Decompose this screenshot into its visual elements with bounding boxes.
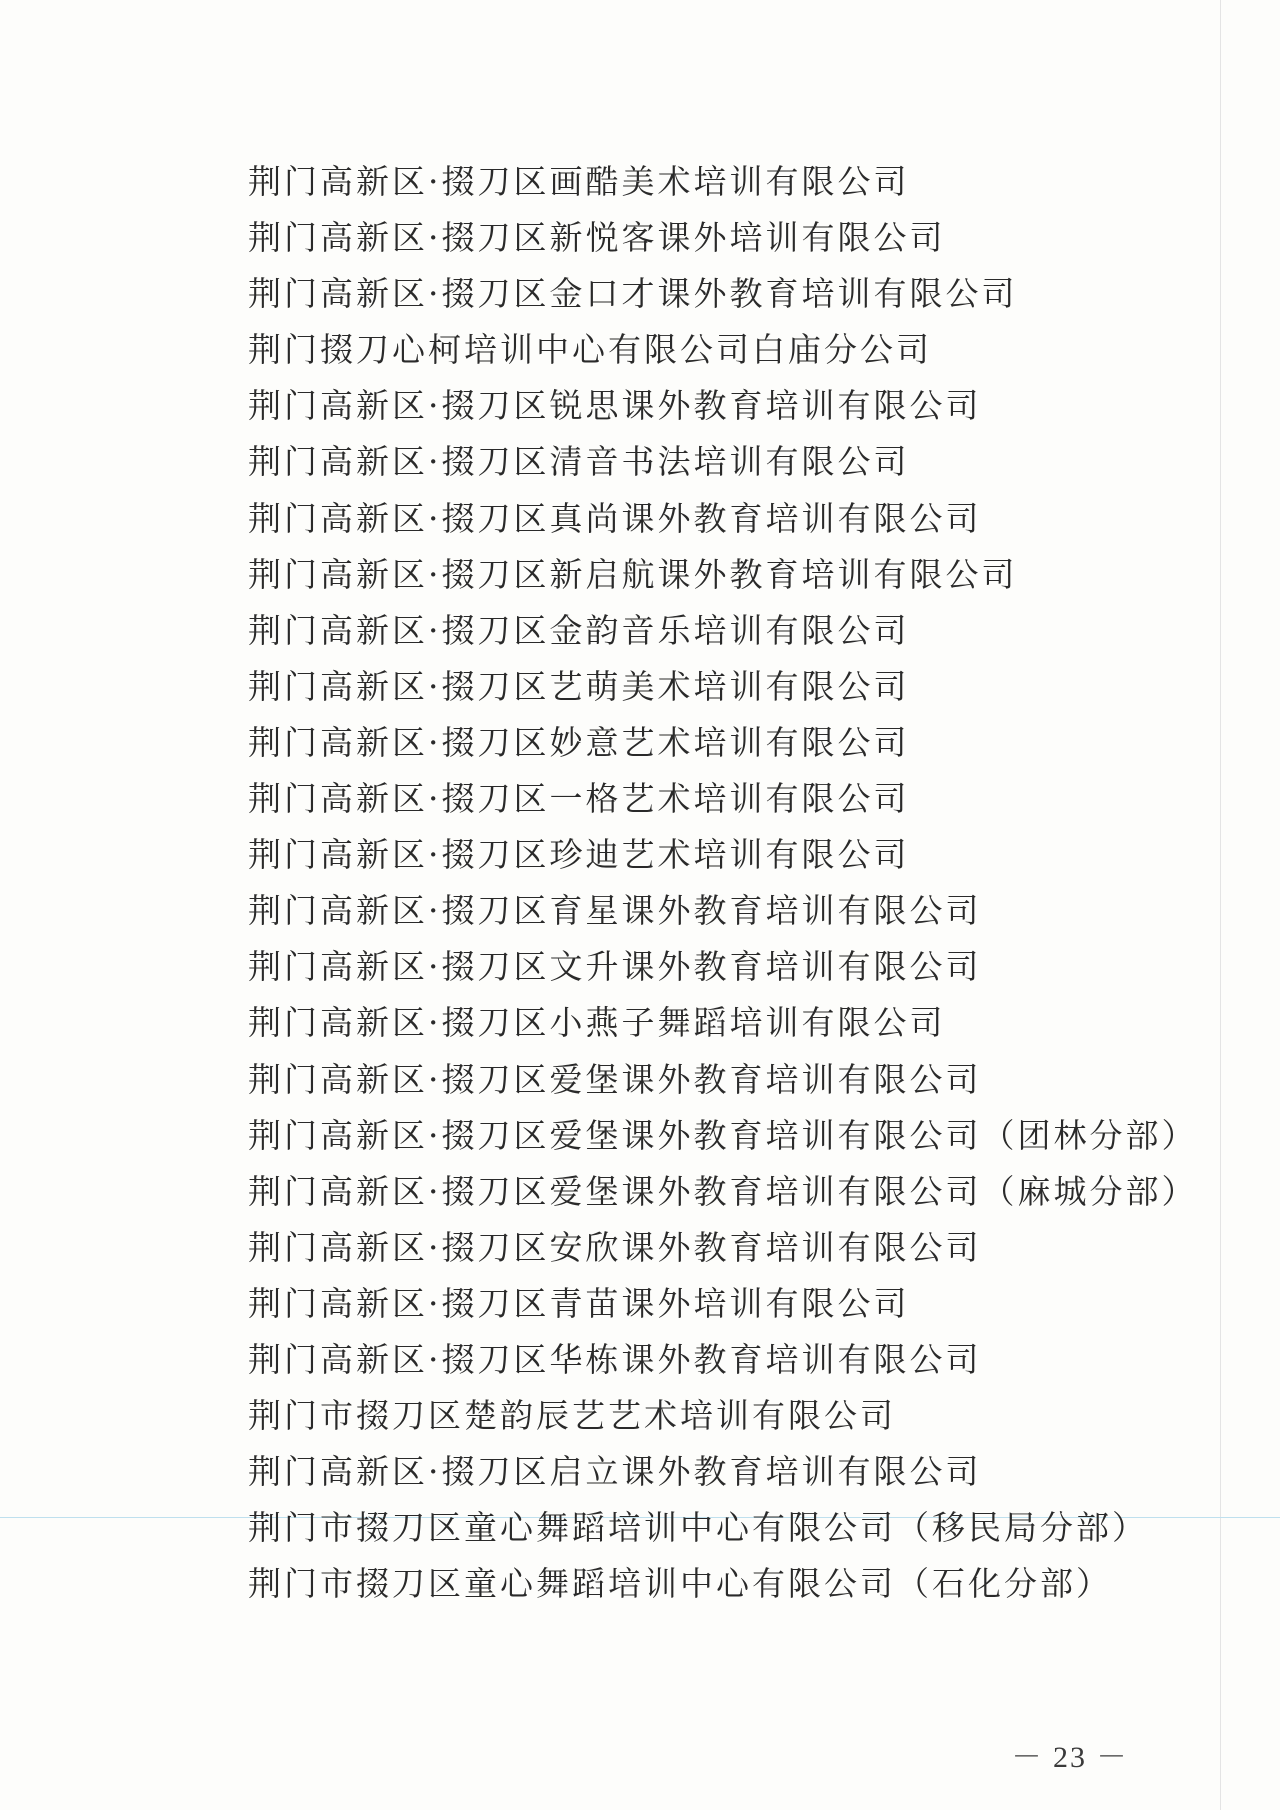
list-item: 荆门高新区·掇刀区文升课外教育培训有限公司 xyxy=(248,947,982,987)
list-item: 荆门高新区·掇刀区青苗课外培训有限公司 xyxy=(248,1283,910,1323)
list-item: 荆门高新区·掇刀区锐思课外教育培训有限公司 xyxy=(248,386,982,426)
list-item: 荆门市掇刀区童心舞蹈培训中心有限公司（石化分部） xyxy=(248,1564,1112,1604)
scan-edge-line xyxy=(1220,0,1221,1810)
list-item: 荆门高新区·掇刀区艺萌美术培训有限公司 xyxy=(248,666,910,706)
list-item: 荆门高新区·掇刀区新启航课外教育培训有限公司 xyxy=(248,554,1018,594)
list-item: 荆门高新区·掇刀区新悦客课外培训有限公司 xyxy=(248,218,946,258)
list-item: 荆门高新区·掇刀区妙意艺术培训有限公司 xyxy=(248,722,910,762)
list-item: 荆门高新区·掇刀区清音书法培训有限公司 xyxy=(248,442,910,482)
list-item: 荆门市掇刀区楚韵辰艺艺术培训有限公司 xyxy=(248,1396,896,1436)
institution-list xyxy=(248,154,1198,1612)
list-item: 荆门高新区·掇刀区爱堡课外教育培训有限公司（麻城分部） xyxy=(248,1171,1198,1211)
list-item: 荆门掇刀心柯培训中心有限公司白庙分公司 xyxy=(248,330,932,370)
list-item: 荆门高新区·掇刀区金韵音乐培训有限公司 xyxy=(248,610,910,650)
list-item: 荆门市掇刀区童心舞蹈培训中心有限公司（移民局分部） xyxy=(248,1508,1148,1548)
list-item: 荆门高新区·掇刀区育星课外教育培训有限公司 xyxy=(248,891,982,931)
page-number: － 23 － xyxy=(1011,1741,1129,1774)
list-item: 荆门高新区·掇刀区金口才课外教育培训有限公司 xyxy=(248,274,1018,314)
list-item: 荆门高新区·掇刀区画酷美术培训有限公司 xyxy=(248,162,910,201)
list-item: 荆门高新区·掇刀区华栋课外教育培训有限公司 xyxy=(248,1339,982,1379)
list-item: 荆门高新区·掇刀区珍迪艺术培训有限公司 xyxy=(248,835,910,875)
list-item: 荆门高新区·掇刀区安欣课外教育培训有限公司 xyxy=(248,1227,982,1267)
list-item: 荆门高新区·掇刀区爱堡课外教育培训有限公司（团林分部） xyxy=(248,1115,1198,1155)
list-item: 荆门高新区·掇刀区真尚课外教育培训有限公司 xyxy=(248,498,982,538)
list-item: 荆门高新区·掇刀区启立课外教育培训有限公司 xyxy=(248,1452,982,1492)
list-item: 荆门高新区·掇刀区一格艺术培训有限公司 xyxy=(248,779,910,819)
list-item: 荆门高新区·掇刀区爱堡课外教育培训有限公司 xyxy=(248,1059,982,1099)
list-item: 荆门高新区·掇刀区小燕子舞蹈培训有限公司 xyxy=(248,1003,946,1043)
